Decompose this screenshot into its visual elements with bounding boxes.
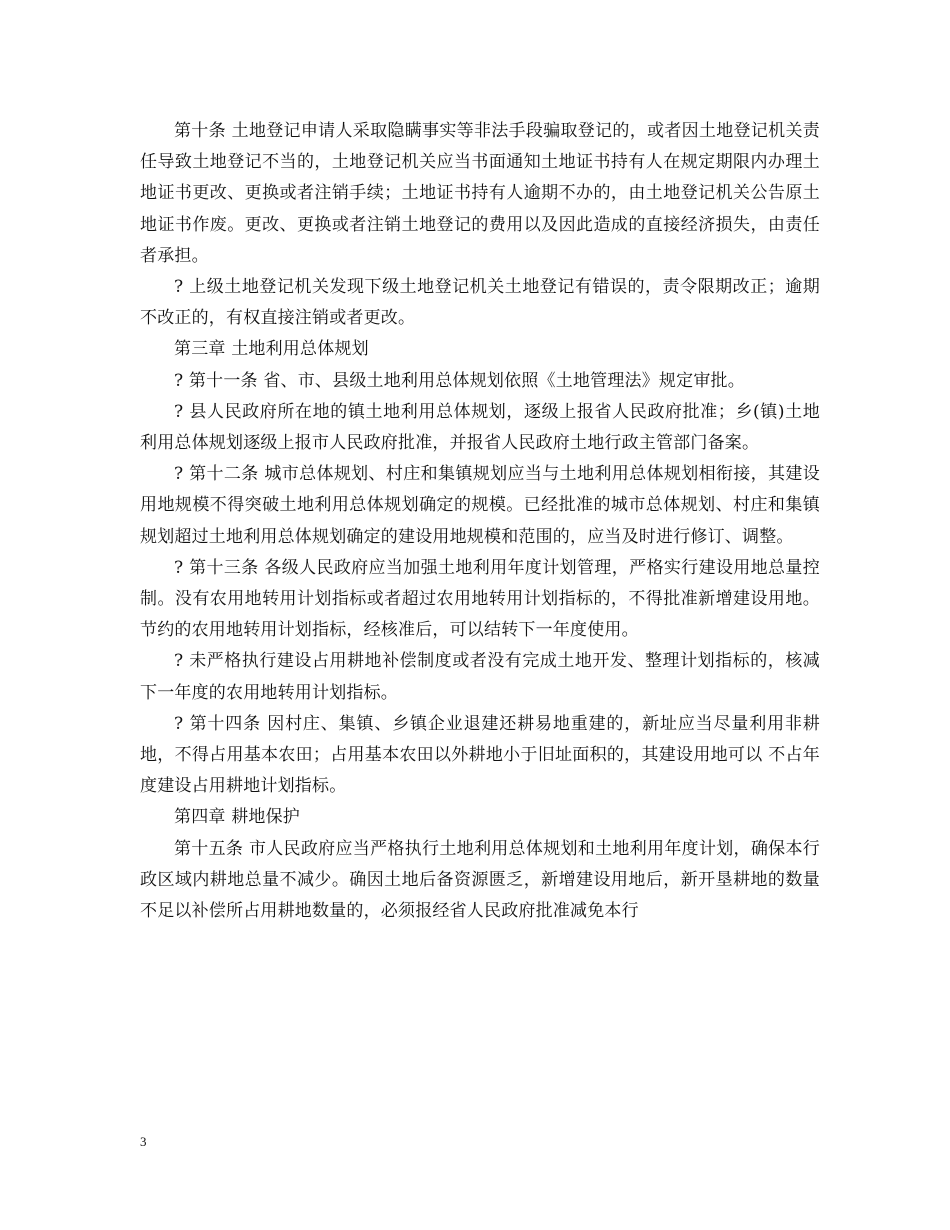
chapter-heading-4: 第四章 耕地保护 [174,807,301,828]
paragraph-article-14: ? 第十四条 因村庄、集镇、乡镇企业退建还耕易地重建的，新址应当尽量利用非耕地，不得占用基本农田；占用基本农田以外耕地小于旧址面积的，其建设用地可以 不占年度建设占用耕地计划指标。 [140,713,820,797]
paragraph-article-10: 第十条 土地登记申请人采取隐瞒事实等非法手段骗取登记的，或者因土地登记机关责任导致土地登记不当的，土地登记机关应当书面通知土地证书持有人在规定期限内办理土地证书更改、更换或者注销手续；土地证书持有人逾期不办的，由土地登记机关公告原土地证书作废。更改、更换或者注销土地登记的费用以及因此造成的直接经济损失，由责任者承担。 [140,121,820,266]
paragraph-article-12: ? 第十二条 城市总体规划、村庄和集镇规划应当与土地利用总体规划相衔接，其建设用地规模不得突破土地利用总体规划确定的规模。已经批准的城市总体规划、村庄和集镇规划超过土地利用总体规划确定的建设用地规模和范围的，应当及时进行修订、调整。 [140,464,820,547]
paragraph-article-13: ? 第十三条 各级人民政府应当加强土地利用年度计划管理，严格实行建设用地总量控制。没有农用地转用计划指标或者超过农用地转用计划指标的，不得批准新增建设用地。节约的农用地转用计划指标，经核准后，可以结转下一年度使用。 [140,557,820,641]
paragraph-county-town-plan: ? 县人民政府所在地的镇土地利用总体规划，逐级上报省人民政府批准；乡(镇)土地利用总体规划逐级上报市人民政府批准，并报省人民政府土地行政主管部门备案。 [140,401,820,454]
paragraph-article-11: ? 第十一条 省、市、县级土地利用总体规划依照《土地管理法》规定审批。 [174,370,745,391]
paragraph-compensation-quota: ? 未严格执行建设占用耕地补偿制度或者没有完成土地开发、整理计划指标的，核减下一年度的农用地转用计划指标。 [140,651,820,703]
paragraph-article-15: 第十五条 市人民政府应当严格执行土地利用总体规划和土地利用年度计划，确保本行政区域内耕地总量不减少。确因土地后备资源匮乏，新增建设用地后，新开垦耕地的数量不足以补偿所占用耕地数量的，必须报经省人民政府批准减免本行 [140,838,820,922]
chapter-heading-3: 第三章 土地利用总体规划 [174,339,369,360]
page-number: 3 [140,1134,147,1149]
document-body [140,116,820,927]
paragraph-superior-registration: ? 上级土地登记机关发现下级土地登记机关土地登记有错误的，责令限期改正；逾期不改正的，有权直接注销或者更改。 [140,277,820,329]
